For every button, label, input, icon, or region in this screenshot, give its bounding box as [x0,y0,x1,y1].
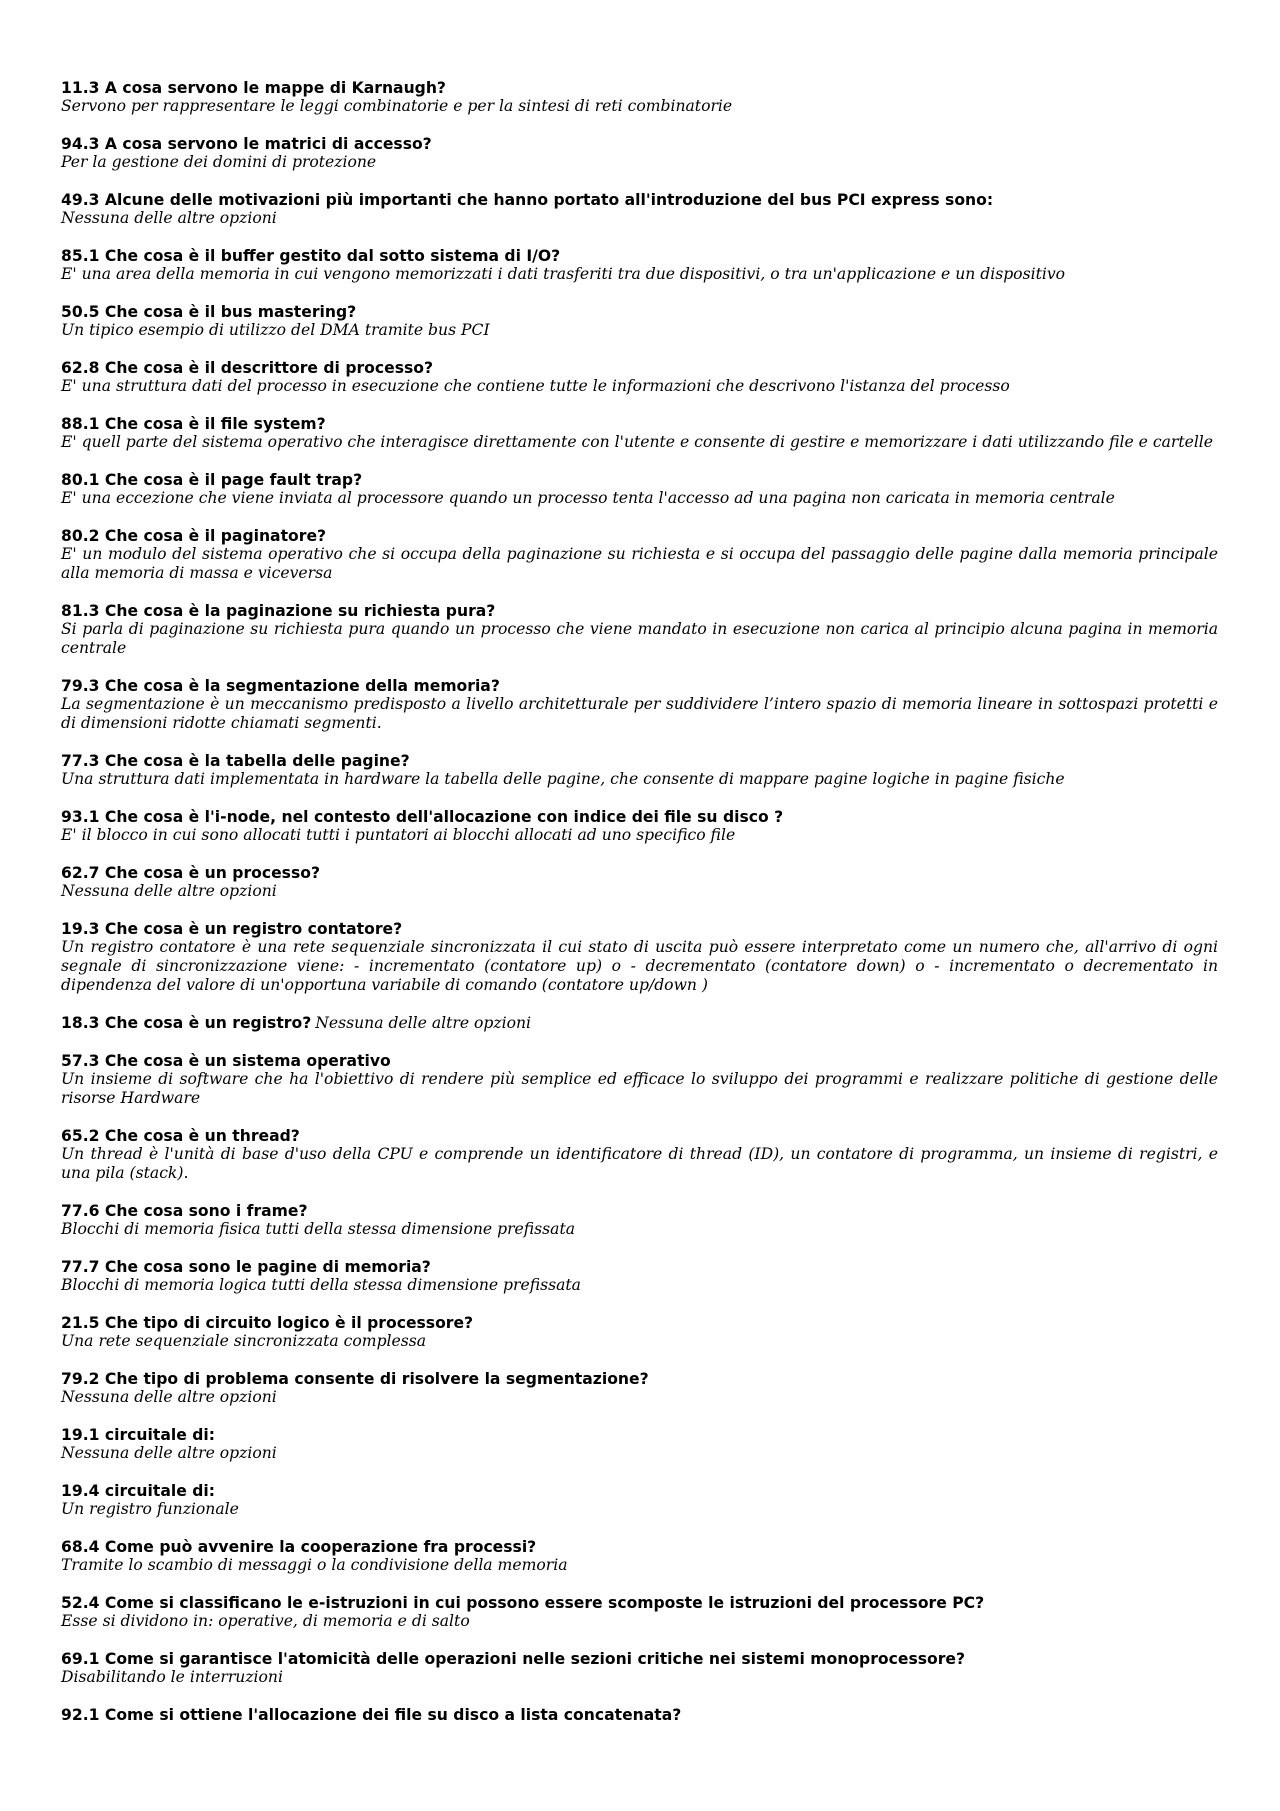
answer: Blocchi di memoria fisica tutti della stessa dimensione prefissata [61,1220,576,1238]
qa-item [61,677,1218,733]
answer: E' il blocco in cui sono allocati tutti i puntatori ai blocchi allocati ad uno specifico file [61,826,736,844]
answer: Nessuna delle altre opzioni [61,1388,277,1406]
question: 77.3 Che cosa è la tabella delle pagine? [61,752,410,770]
qa-item [61,191,1218,228]
question: 19.3 Che cosa è un registro contatore? [61,920,403,938]
question: 77.7 Che cosa sono le pagine di memoria? [61,1258,431,1276]
question: 93.1 Che cosa è l'i-node, nel contesto dell'allocazione con indice dei file su disco ? [61,808,784,826]
qa-item [61,864,1218,901]
qa-item [61,1650,1218,1687]
qa-item [61,527,1218,583]
answer: Un insieme di software che ha l'obiettivo di rendere più semplice ed efficace lo sviluppo dei programmi e realizzare politiche di gestione delle risorse Hardware [61,1070,1218,1107]
qa-item [61,1258,1218,1295]
qa-item [61,752,1218,789]
answer: Nessuna delle altre opzioni [315,1014,532,1032]
answer: Un thread è l'unità di base d'uso della CPU e comprende un identificatore di thread (ID), un contatore di programma, un insieme di registri, e una pila (stack). [61,1145,1218,1182]
answer: E' una area della memoria in cui vengono memorizzati i dati trasferiti tra due dispositivi, o tra un'applicazione e un dispositivo [61,265,1066,283]
answer: Un registro contatore è una rete sequenziale sincronizzata il cui stato di uscita può essere interpretato come un numero che, all'arrivo di ogni segnale di sincronizzazione viene: - incrementato (contatore up) o - decrementato (contatore down) o - incrementato o decrementato in dipendenza del valore di un'opportuna variabile di comando (contatore up/down ) [61,938,1218,994]
answer: Per la gestione dei domini di protezione [61,153,377,171]
question: 85.1 Che cosa è il buffer gestito dal sotto sistema di I/O? [61,247,561,265]
question: 50.5 Che cosa è il bus mastering? [61,303,357,321]
answer: E' un modulo del sistema operativo che si occupa della paginazione su richiesta e si occupa del passaggio delle pagine dalla memoria principale alla memoria di massa e viceversa [61,545,1218,582]
question: 88.1 Che cosa è il file system? [61,415,326,433]
answer: Una struttura dati implementata in hardware la tabella delle pagine, che consente di mappare pagine logiche in pagine fisiche [61,770,1065,788]
qa-item [61,1014,1218,1033]
answer: E' una struttura dati del processo in esecuzione che contiene tutte le informazioni che descrivono l'istanza del processo [61,377,1010,395]
question: 62.8 Che cosa è il descrittore di processo? [61,359,434,377]
answer: Si parla di paginazione su richiesta pura quando un processo che viene mandato in esecuzione non carica al principio alcuna pagina in memoria centrale [61,620,1218,657]
answer: Nessuna delle altre opzioni [61,882,277,900]
qa-item [61,1370,1218,1407]
document-page [61,79,1218,1743]
question: 19.1 circuitale di: [61,1426,215,1444]
answer: Blocchi di memoria logica tutti della stessa dimensione prefissata [61,1276,581,1294]
question: 18.3 Che cosa è un registro? [61,1014,312,1032]
qa-item [61,359,1218,396]
answer: Una rete sequenziale sincronizzata complessa [61,1332,427,1350]
answer: Un registro funzionale [61,1500,239,1518]
qa-item [61,1426,1218,1463]
question: 11.3 A cosa servono le mappe di Karnaugh? [61,79,446,97]
qa-item [61,920,1218,995]
qa-item [61,1314,1218,1351]
question: 65.2 Che cosa è un thread? [61,1127,300,1145]
qa-item [61,1202,1218,1239]
answer: Un tipico esempio di utilizzo del DMA tramite bus PCI [61,321,490,339]
question: 77.6 Che cosa sono i frame? [61,1202,308,1220]
qa-item [61,1594,1218,1631]
qa-item [61,303,1218,340]
qa-item [61,808,1218,845]
question: 52.4 Come si classificano le e-istruzioni in cui possono essere scomposte le istruzioni del processore PC? [61,1594,985,1612]
qa-item [61,1538,1218,1575]
question: 57.3 Che cosa è un sistema operativo [61,1052,391,1070]
question: 81.3 Che cosa è la paginazione su richiesta pura? [61,602,496,620]
qa-item [61,415,1218,452]
question: 94.3 A cosa servono le matrici di accesso? [61,135,432,153]
question: 62.7 Che cosa è un processo? [61,864,320,882]
qa-item [61,79,1218,116]
question: 21.5 Che tipo di circuito logico è il processore? [61,1314,474,1332]
question: 19.4 circuitale di: [61,1482,215,1500]
qa-item [61,602,1218,658]
question: 49.3 Alcune delle motivazioni più importanti che hanno portato all'introduzione del bus PCI express sono: [61,191,994,209]
qa-item [61,247,1218,284]
qa-item [61,1482,1218,1519]
qa-item [61,135,1218,172]
qa-item [61,1052,1218,1108]
question: 92.1 Come si ottiene l'allocazione dei file su disco a lista concatenata? [61,1706,682,1724]
answer: E' quell parte del sistema operativo che interagisce direttamente con l'utente e consente di gestire e memorizzare i dati utilizzando file e cartelle [61,433,1214,451]
question: 79.2 Che tipo di problema consente di risolvere la segmentazione? [61,1370,649,1388]
qa-item [61,471,1218,508]
question: 80.1 Che cosa è il page fault trap? [61,471,363,489]
answer: Nessuna delle altre opzioni [61,209,277,227]
answer: E' una eccezione che viene inviata al processore quando un processo tenta l'accesso ad una pagina non caricata in memoria centrale [61,489,1115,507]
answer: Tramite lo scambio di messaggi o la condivisione della memoria [61,1556,568,1574]
answer: La segmentazione è un meccanismo predisposto a livello architetturale per suddividere l’intero spazio di memoria lineare in sottospazi protetti e di dimensioni ridotte chiamati segmenti. [61,695,1218,732]
question: 68.4 Come può avvenire la cooperazione fra processi? [61,1538,537,1556]
question: 69.1 Come si garantisce l'atomicità delle operazioni nelle sezioni critiche nei sistemi monoprocessore? [61,1650,966,1668]
answer: Servono per rappresentare le leggi combinatorie e per la sintesi di reti combinatorie [61,97,733,115]
answer: Nessuna delle altre opzioni [61,1444,277,1462]
answer: Disabilitando le interruzioni [61,1668,283,1686]
qa-item [61,1706,1218,1724]
qa-item [61,1127,1218,1183]
answer: Esse si dividono in: operative, di memoria e di salto [61,1612,470,1630]
question: 79.3 Che cosa è la segmentazione della memoria? [61,677,500,695]
question: 80.2 Che cosa è il paginatore? [61,527,327,545]
